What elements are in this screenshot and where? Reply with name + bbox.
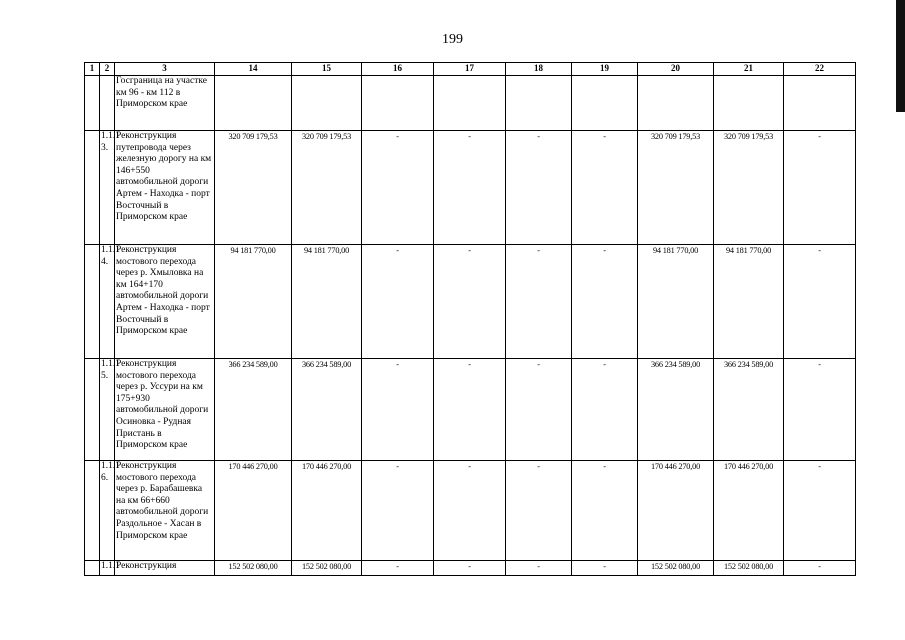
item-name: Реконструкция мостового перехода через р. Барабашевка на км 66+660 автомобильной дороги Раздольное - Хасан в Приморском крае (115, 461, 215, 561)
amount-cell: 366 234 589,00 (215, 359, 292, 461)
amount-cell: - (362, 359, 434, 461)
amount-cell: - (572, 561, 638, 576)
col-1-cell (85, 561, 100, 576)
amount-cell: 366 234 589,00 (714, 359, 784, 461)
header-cell: 15 (292, 63, 362, 76)
col-1-cell (85, 131, 100, 245)
amount-cell (292, 76, 362, 131)
amount-cell: 170 446 270,00 (638, 461, 714, 561)
item-code (100, 76, 115, 131)
table-row (85, 131, 856, 245)
item-code: 1.1.1 (100, 561, 115, 576)
amount-cell: - (506, 461, 572, 561)
page-number: 199 (442, 32, 463, 47)
header-cell: 3 (115, 63, 215, 76)
header-row (85, 63, 856, 76)
amount-cell: - (506, 245, 572, 359)
col-1-cell (85, 359, 100, 461)
header-cell: 2 (100, 63, 115, 76)
amount-cell: - (784, 461, 856, 561)
amount-cell: - (506, 561, 572, 576)
amount-cell (572, 76, 638, 131)
header-cell: 16 (362, 63, 434, 76)
amount-cell: - (506, 131, 572, 245)
header-cell: 21 (714, 63, 784, 76)
amount-cell: - (362, 461, 434, 561)
header-cell: 18 (506, 63, 572, 76)
amount-cell: - (506, 359, 572, 461)
amount-cell: - (572, 245, 638, 359)
amount-cell: 94 181 770,00 (714, 245, 784, 359)
item-code: 1.1.1 6. (100, 461, 115, 561)
amount-cell: 170 446 270,00 (215, 461, 292, 561)
amount-cell: 320 709 179,53 (638, 131, 714, 245)
amount-cell (506, 76, 572, 131)
amount-cell: 94 181 770,00 (215, 245, 292, 359)
amount-cell: 152 502 080,00 (292, 561, 362, 576)
amount-cell: - (434, 245, 506, 359)
amount-cell: 366 234 589,00 (292, 359, 362, 461)
table-row (85, 359, 856, 461)
amount-cell: - (362, 245, 434, 359)
item-name: Реконструкция (115, 561, 215, 576)
item-name: Реконструкция путепровода через железную дорогу на км 146+550 автомобильной дороги Артем - Находка - порт Восточный в Приморском крае (115, 131, 215, 245)
amount-cell: - (784, 131, 856, 245)
table-row (85, 461, 856, 561)
item-code: 1.1.1 3. (100, 131, 115, 245)
header-cell: 17 (434, 63, 506, 76)
amount-cell (362, 76, 434, 131)
amount-cell: - (784, 245, 856, 359)
amount-cell: - (434, 461, 506, 561)
amount-cell: 94 181 770,00 (638, 245, 714, 359)
amount-cell: - (434, 131, 506, 245)
col-1-cell (85, 461, 100, 561)
item-code: 1.1.1 5. (100, 359, 115, 461)
amount-cell: - (572, 131, 638, 245)
amount-cell (434, 76, 506, 131)
amount-cell (215, 76, 292, 131)
amount-cell: - (572, 359, 638, 461)
table-row (85, 76, 856, 131)
amount-cell (638, 76, 714, 131)
amount-cell: - (362, 561, 434, 576)
amount-cell: 170 446 270,00 (292, 461, 362, 561)
table-row (85, 561, 856, 576)
amount-cell: 320 709 179,53 (215, 131, 292, 245)
amount-cell (714, 76, 784, 131)
amount-cell: 320 709 179,53 (292, 131, 362, 245)
amount-cell: 366 234 589,00 (638, 359, 714, 461)
amount-cell: 320 709 179,53 (714, 131, 784, 245)
amount-cell: - (784, 561, 856, 576)
header-cell: 19 (572, 63, 638, 76)
scan-edge-mark (896, 0, 905, 112)
amount-cell: - (784, 359, 856, 461)
amount-cell: - (434, 561, 506, 576)
col-1-cell (85, 245, 100, 359)
col-1-cell (85, 76, 100, 131)
item-code: 1.1.1 4. (100, 245, 115, 359)
header-cell: 1 (85, 63, 100, 76)
item-name: Реконструкция мостового перехода через р. Уссури на км 175+930 автомобильной дороги Осиновка - Рудная Пристань в Приморском крае (115, 359, 215, 461)
item-name: Госграница на участке км 96 - км 112 в Приморском крае (115, 76, 215, 131)
amount-cell: 94 181 770,00 (292, 245, 362, 359)
budget-table (84, 62, 856, 576)
amount-cell: 152 502 080,00 (215, 561, 292, 576)
header-cell: 20 (638, 63, 714, 76)
amount-cell: 152 502 080,00 (714, 561, 784, 576)
item-name: Реконструкция мостового перехода через р. Хмыловка на км 164+170 автомобильной дороги Артем - Находка - порт Восточный в Приморском крае (115, 245, 215, 359)
amount-cell: - (362, 131, 434, 245)
header-cell: 14 (215, 63, 292, 76)
amount-cell: 170 446 270,00 (714, 461, 784, 561)
amount-cell: 152 502 080,00 (638, 561, 714, 576)
amount-cell: - (434, 359, 506, 461)
amount-cell: - (572, 461, 638, 561)
amount-cell (784, 76, 856, 131)
header-cell: 22 (784, 63, 856, 76)
table-row (85, 245, 856, 359)
